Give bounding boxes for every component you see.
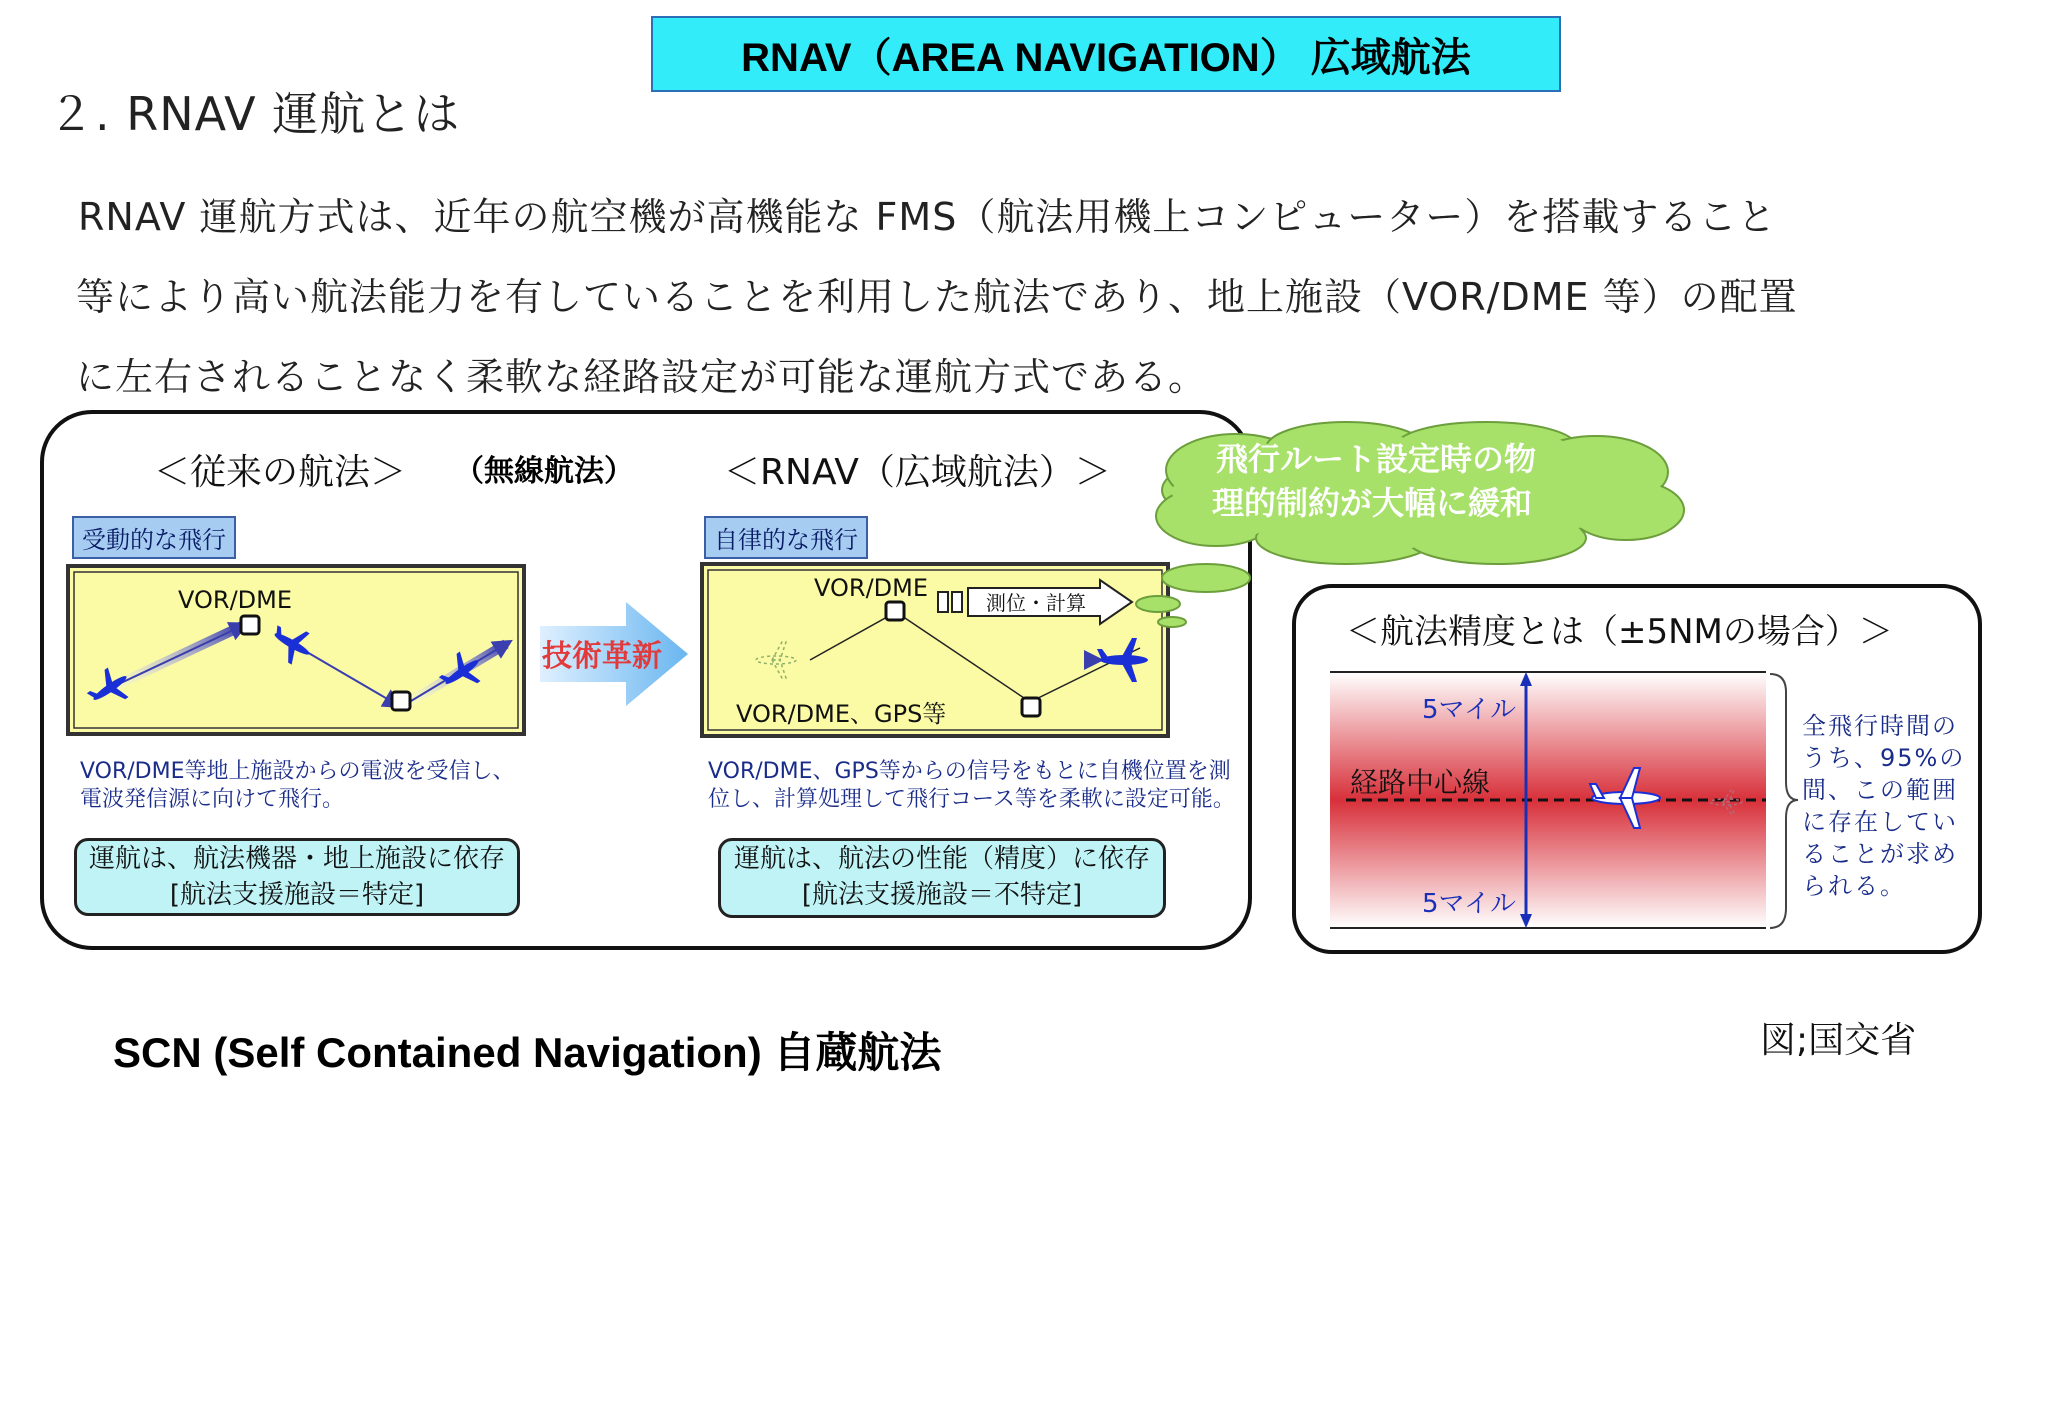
- rnav-description-2: 位し、計算処理して飛行コース等を柔軟に設定可能。: [708, 787, 1235, 812]
- rnav-summary: [718, 838, 1166, 918]
- autonomous-flight-tag: 自律的な飛行: [704, 516, 868, 559]
- cloud-line-2: 理的制約が大幅に緩和: [1212, 484, 1533, 522]
- vor-station-icon: [241, 616, 259, 634]
- innovation-arrow: [540, 602, 690, 706]
- section-heading: ２. RNAV 運航とは: [48, 87, 461, 141]
- conventional-station-label: VOR/DME: [178, 586, 292, 614]
- vor-station-icon: [392, 692, 410, 710]
- conventional-title-note: （無線航法）: [454, 454, 634, 489]
- lower-distance-label: 5マイル: [1422, 889, 1517, 919]
- vor-station-icon: [886, 602, 904, 620]
- conventional-title: ＜従来の航法＞: [154, 452, 407, 493]
- paragraph-line-1: RNAV 運航方式は、近年の航空機が高機能な FMS（航法用機上コンピューター）を搭載すること: [78, 195, 1777, 239]
- conventional-summary-line-2: [航法支援施設＝特定]: [169, 880, 425, 910]
- conventional-description-1: VOR/DME等地上施設からの電波を受信し、: [80, 759, 515, 784]
- accuracy-note-line-1: 全飛行時間の: [1802, 712, 1958, 740]
- accuracy-note-line-4: に存在してい: [1802, 808, 1958, 836]
- upper-distance-label: 5マイル: [1422, 695, 1517, 725]
- rnav-title: ＜RNAV（広域航法）＞: [724, 452, 1111, 493]
- accuracy-note-line-6: られる。: [1802, 872, 1906, 900]
- vor-station-icon: [1022, 698, 1040, 716]
- banner-title: RNAV（AREA NAVIGATION） 広域航法: [741, 35, 1471, 80]
- rnav-summary-line-1: 運航は、航法の性能（精度）に依存: [733, 844, 1150, 874]
- figure-credit: 図;国交省: [1760, 1020, 1917, 1061]
- conventional-summary-line-1: 運航は、航法機器・地上施設に依存: [88, 844, 505, 874]
- footer-caption: SCN (Self Contained Navigation) 自蔵航法: [113, 1029, 942, 1076]
- rnav-route-diagram: [700, 562, 1170, 738]
- paragraph-line-2: 等により高い航法能力を有していることを利用した航法であり、地上施設（VOR/DME 等）の配置: [76, 275, 1798, 319]
- conventional-summary: [74, 838, 520, 916]
- rnav-station-label: VOR/DME: [814, 574, 928, 602]
- accuracy-note-line-2: うち、95%の: [1802, 744, 1966, 772]
- paragraph-line-3: に左右されることなく柔軟な経路設定が可能な運航方式である。: [76, 355, 1208, 399]
- cloud-line-1: 飛行ルート設定時の物: [1216, 440, 1537, 478]
- innovation-label: 技術革新: [542, 639, 662, 674]
- rnav-sources-label: VOR/DME、GPS等: [736, 700, 947, 728]
- accuracy-note-line-5: ることが求め: [1802, 840, 1958, 868]
- passive-flight-tag: 受動的な飛行: [72, 516, 236, 559]
- accuracy-title: ＜航法精度とは（±5NMの場合）＞: [1346, 612, 1893, 652]
- accuracy-diagram: [1330, 662, 1800, 940]
- accuracy-note-line-3: 間、この範囲: [1802, 776, 1958, 804]
- page-banner: [651, 16, 1561, 92]
- conventional-route-diagram: [66, 564, 526, 736]
- center-line-label: 経路中心線: [1350, 766, 1491, 799]
- rnav-summary-line-2: [航法支援施設＝不特定]: [801, 880, 1083, 910]
- computation-label: 測位・計算: [986, 591, 1086, 615]
- conventional-description-2: 電波発信源に向けて飛行。: [80, 787, 345, 812]
- accuracy-note: [1802, 710, 1965, 902]
- rnav-description-1: VOR/DME、GPS等からの信号をもとに自機位置を測: [708, 759, 1231, 784]
